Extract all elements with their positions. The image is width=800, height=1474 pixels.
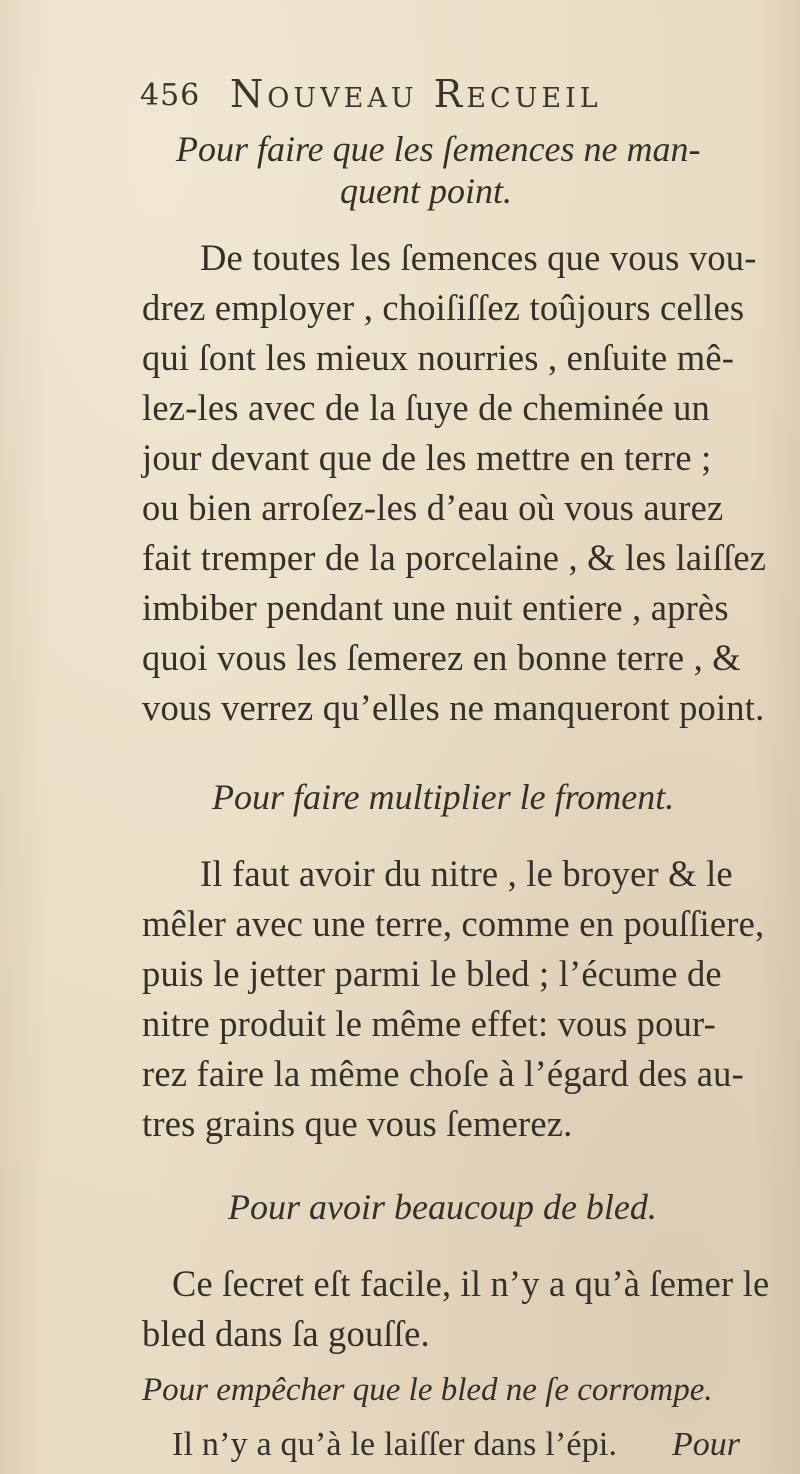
catchword: Pour [672, 1426, 740, 1463]
paragraph-line: mêler avec une terre, comme en pouſſiere, [142, 903, 765, 944]
paragraph-line: fait tremper de la porcelaine , & les laiſſez [142, 537, 767, 578]
paragraph-line: tres grains que vous ſemerez. [142, 1103, 573, 1144]
paragraph-line: Ce ſecret eſt facile, il n’y a qu’à ſemer le [172, 1263, 770, 1304]
paragraph-line: drez employer , choiſiſſez toûjours celles [142, 287, 745, 328]
paragraph-line: rez faire la même choſe à l’égard des au- [142, 1053, 744, 1094]
paragraph-line: lez-les avec de la ſuye de cheminée un [142, 387, 710, 428]
paragraph-line: De toutes les ſemences que vous vou- [200, 237, 757, 278]
paragraph-line: puis le jetter parmi le bled ; l’écume de [142, 953, 722, 994]
section-heading-much-wheat: Pour avoir beaucoup de bled. [228, 1187, 657, 1227]
paragraph-line: nitre produit le même effet: vous pour- [142, 1003, 717, 1044]
paragraph-line: bled dans ſa gouſſe. [142, 1313, 430, 1354]
section-heading-seeds-line-1: Pour faire que les ſemences ne man- [176, 129, 701, 169]
section-heading-wheat: Pour faire multiplier le froment. [212, 777, 675, 817]
paragraph-line: jour devant que de les mettre en terre ; [142, 437, 712, 478]
paragraph-line: Il n’y a qu’à le laiſſer dans l’épi. [172, 1426, 618, 1463]
running-title: Nouveau Recueil [230, 72, 602, 116]
page-number: 456 [140, 78, 201, 113]
paragraph-line: quoi vous les ſemerez en bonne terre , & [142, 637, 741, 678]
paragraph-line: vous verrez qu’elles ne manqueront point. [142, 687, 765, 728]
paragraph-line: Il faut avoir du nitre , le broyer & le [200, 853, 733, 894]
paragraph-line: qui ſont les mieux nourries , enſuite mê- [142, 337, 735, 378]
section-heading-seeds-line-2: quent point. [340, 171, 512, 211]
paragraph-line: ou bien arroſez-les d’eau où vous aurez [142, 487, 724, 528]
paragraph-line: imbiber pendant une nuit entiere , après [142, 587, 729, 628]
section-heading-prevent-spoil: Pour empêcher que le bled ne ſe corrompe. [142, 1372, 713, 1408]
running-head [140, 72, 700, 122]
